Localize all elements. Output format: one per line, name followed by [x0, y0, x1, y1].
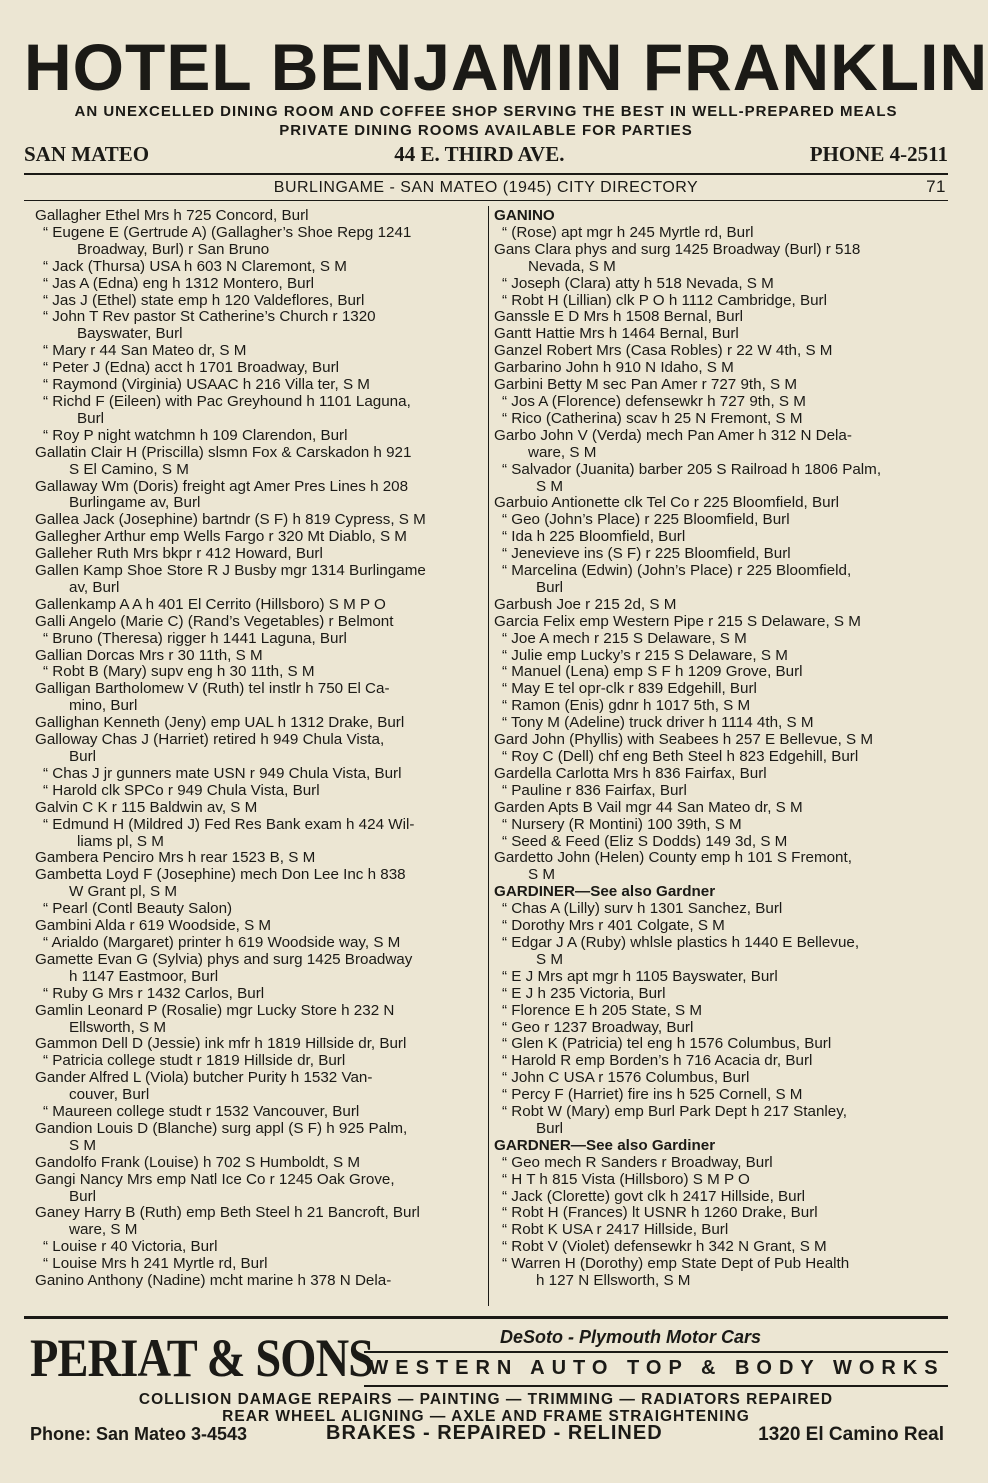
- directory-entry: [35, 648, 487, 665]
- directory-entry: [494, 495, 948, 512]
- entry-text: Gamette Evan G (Sylvia) phys and surg 1425 Broadway: [35, 950, 413, 968]
- entry-text: “ Dorothy Mrs r 401 Colgate, S M: [502, 917, 725, 935]
- hotel-address: 44 E. THIRD AVE.: [394, 142, 565, 166]
- directory-entry: [494, 1155, 948, 1172]
- directory-entry: [35, 952, 487, 986]
- directory-entry: [494, 360, 948, 377]
- entry-text: Ganssle E D Mrs h 1508 Bernal, Burl: [494, 308, 744, 326]
- entry-text: Gallatin Clair H (Priscilla) slsmn Fox & Carskadon h 921: [35, 443, 412, 461]
- directory-entry: [494, 1087, 948, 1104]
- entry-continuation: av, Burl: [69, 578, 120, 596]
- entry-text: Gallen Kamp Shoe Store R J Busby mgr 1314 Burlingame: [35, 562, 426, 580]
- entry-continuation: Nevada, S M: [528, 257, 616, 275]
- directory-entry: [35, 631, 487, 648]
- entry-text: “ Chas J jr gunners mate USN r 949 Chula Vista, Burl: [43, 764, 402, 782]
- entry-continuation: h 1147 Eastmoor, Burl: [69, 967, 219, 985]
- entry-text: “ Pauline r 836 Fairfax, Burl: [502, 781, 687, 799]
- entry-text: “ Florence E h 205 State, S M: [502, 1001, 703, 1019]
- entry-continuation: couver, Burl: [69, 1086, 150, 1104]
- directory-entry: [35, 681, 487, 715]
- header-rule: [24, 173, 948, 175]
- entry-text: Gallegher Arthur emp Wells Fargo r 320 Mt Diablo, S M: [35, 528, 407, 546]
- directory-column-left: [35, 208, 487, 1290]
- entry-text: “ Ramon (Enis) gdnr h 1017 5th, S M: [502, 697, 751, 715]
- directory-entry: [35, 377, 487, 394]
- entry-text: “ Tony M (Adeline) truck driver h 1114 4th, S M: [502, 714, 814, 732]
- entry-text: “ Robt B (Mary) supv eng h 30 11th, S M: [43, 663, 315, 681]
- directory-entry: [35, 259, 487, 276]
- entry-text: Galleher Ruth Mrs bkpr r 412 Howard, Burl: [35, 545, 323, 563]
- entry-continuation: S M: [69, 1136, 97, 1154]
- directory-entry: [35, 732, 487, 766]
- entry-text: Garden Apts B Vail mgr 44 San Mateo dr, S M: [494, 798, 803, 816]
- entry-text: Ganzel Robert Mrs (Casa Robles) r 22 W 4th, S M: [494, 342, 833, 360]
- directory-entry: [494, 1070, 948, 1087]
- entry-text: Ganino Anthony (Nadine) mcht marine h 378 N Dela-: [35, 1272, 392, 1290]
- directory-entry: [35, 867, 487, 901]
- directory-entry: [494, 648, 948, 665]
- entry-text: Garbush Joe r 215 2d, S M: [494, 595, 677, 613]
- directory-entry: [35, 850, 487, 867]
- entry-text: Gardella Carlotta Mrs h 836 Fairfax, Burl: [494, 764, 767, 782]
- entry-continuation: Burl: [69, 1187, 97, 1205]
- entry-text: “ Manuel (Lena) emp S F h 1209 Grove, Burl: [502, 663, 803, 681]
- entry-text: “ Jack (Thursa) USA h 603 N Claremont, S M: [43, 257, 347, 275]
- directory-entry: [494, 563, 948, 597]
- directory-entry: [494, 1189, 948, 1206]
- entry-continuation: Burl: [536, 1119, 564, 1137]
- directory-entry: [494, 834, 948, 851]
- directory-entry: [494, 850, 948, 884]
- column-divider: [488, 206, 489, 1306]
- hotel-private-rooms: PRIVATE DINING ROOMS AVAILABLE FOR PARTIES: [279, 122, 693, 139]
- directory-entry: [35, 360, 487, 377]
- directory-entry: [494, 462, 948, 496]
- section-heading: [494, 208, 948, 225]
- entry-text: “ Robt W (Mary) emp Burl Park Dept h 217 Stanley,: [502, 1103, 847, 1121]
- directory-entry: [35, 546, 487, 563]
- entry-text: “ Julie emp Lucky’s r 215 S Delaware, S M: [502, 646, 788, 664]
- entry-text: “ May E tel opr-clk r 839 Edgehill, Burl: [502, 680, 757, 698]
- directory-entry: [494, 614, 948, 631]
- entry-text: “ Roy C (Dell) chf eng Beth Steel h 823 Edgehill, Burl: [502, 748, 859, 765]
- directory-entry: [35, 783, 487, 800]
- directory-entry: [494, 817, 948, 834]
- hotel-tagline: AN UNEXCELLED DINING ROOM AND COFFEE SHOP SERVING THE BEST IN WELL-PREPARED MEALS: [74, 103, 898, 120]
- entry-continuation: S M: [536, 477, 564, 495]
- entry-text: Gandolfo Frank (Louise) h 702 S Humboldt, S M: [35, 1153, 361, 1171]
- entry-text: “ Edmund H (Mildred J) Fed Res Bank exam h 424 Wil-: [43, 815, 415, 833]
- entry-text: Gambini Alda r 619 Woodside, S M: [35, 917, 272, 935]
- entry-text: “ Jenevieve ins (S F) r 225 Bloomfield, Burl: [502, 545, 791, 563]
- directory-entry: [494, 309, 948, 326]
- entry-text: “ Harold clk SPCo r 949 Chula Vista, Burl: [43, 781, 320, 799]
- directory-entry: [494, 783, 948, 800]
- directory-entry: [35, 293, 487, 310]
- directory-entry: [494, 631, 948, 648]
- business-phone: Phone: San Mateo 3-4543: [30, 1424, 248, 1444]
- entry-text: Gantt Hattie Mrs h 1464 Bernal, Burl: [494, 325, 739, 343]
- section-heading: [494, 1138, 948, 1155]
- entry-text: “ Mary r 44 San Mateo dr, S M: [43, 342, 247, 360]
- entry-text: “ E J Mrs apt mgr h 1105 Bayswater, Burl: [502, 967, 778, 985]
- entry-text: “ Nursery (R Montini) 100 39th, S M: [502, 815, 742, 833]
- entry-continuation: Bayswater, Burl: [77, 325, 183, 343]
- directory-entry: [35, 664, 487, 681]
- directory-entry: [494, 242, 948, 276]
- entry-text: “ Glen K (Patricia) tel eng h 1576 Columbus, Burl: [502, 1035, 832, 1053]
- directory-entry: [494, 800, 948, 817]
- entry-text: Gambera Penciro Mrs h rear 1523 B, S M: [35, 849, 316, 867]
- entry-continuation: Burl: [69, 748, 97, 765]
- entry-text: “ Edgar J A (Ruby) whlsle plastics h 1440 E Bellevue,: [502, 933, 860, 951]
- directory-entry: [35, 1104, 487, 1121]
- entry-text: Gallenkamp A A h 401 El Cerrito (Hillsboro) S M P O: [35, 595, 386, 613]
- directory-entry: [494, 1020, 948, 1037]
- directory-entry: [35, 1205, 487, 1239]
- entry-text: “ Robt V (Violet) defensewkr h 342 N Grant, S M: [502, 1238, 827, 1256]
- entry-text: Gallian Dorcas Mrs r 30 11th, S M: [35, 646, 263, 664]
- entry-continuation: Ellsworth, S M: [69, 1018, 167, 1036]
- directory-column-right: [494, 208, 948, 1290]
- entry-text: Gammon Dell D (Jessie) ink mfr h 1819 Hillside dr, Burl: [35, 1035, 407, 1053]
- directory-entry: [35, 918, 487, 935]
- entry-text: “ Bruno (Theresa) rigger h 1441 Laguna, Burl: [43, 629, 347, 647]
- entry-text: “ Robt H (Lillian) clk P O h 1112 Cambridge, Burl: [502, 291, 827, 309]
- entry-text: Gallagher Ethel Mrs h 725 Concord, Burl: [35, 207, 309, 224]
- entry-text: Garbo John V (Verda) mech Pan Amer h 312 N Dela-: [494, 426, 852, 444]
- directory-entry: [494, 1239, 948, 1256]
- running-head-rule: [24, 200, 948, 201]
- directory-entry: [494, 732, 948, 749]
- directory-entry: [494, 698, 948, 715]
- directory-entry: [494, 1036, 948, 1053]
- entry-text: Gander Alfred L (Viola) butcher Purity h 1532 Van-: [35, 1069, 373, 1087]
- directory-entry: [494, 1256, 948, 1290]
- directory-entry: [494, 225, 948, 242]
- entry-text: “ Jas J (Ethel) state emp h 120 Valdeflores, Burl: [43, 291, 365, 309]
- entry-continuation: S El Camino, S M: [69, 460, 189, 478]
- directory-entry: [35, 309, 487, 343]
- directory-entry: [494, 546, 948, 563]
- dealer-cars: DeSoto - Plymouth Motor Cars: [500, 1327, 762, 1347]
- directory-entry: [35, 512, 487, 529]
- directory-entry: [35, 445, 487, 479]
- entry-text: “ Jack (Clorette) govt clk h 2417 Hillside, Burl: [502, 1187, 806, 1205]
- entry-text: “ Harold R emp Borden’s h 716 Acacia dr, Burl: [502, 1052, 813, 1070]
- directory-entry: [35, 614, 487, 631]
- entry-text: “ Geo (John’s Place) r 225 Bloomfield, Burl: [502, 511, 790, 529]
- directory-entry: [494, 1172, 948, 1189]
- directory-entry: [494, 766, 948, 783]
- directory-entry: [35, 986, 487, 1003]
- entry-text: Gardetto John (Helen) County emp h 101 S Fremont,: [494, 849, 852, 867]
- business-name: PERIAT & SONS: [30, 1328, 374, 1388]
- entry-text: GARDINER—See also Gardner: [494, 883, 716, 901]
- entry-text: “ E J h 235 Victoria, Burl: [502, 984, 666, 1002]
- directory-entry: [35, 901, 487, 918]
- entry-text: Gans Clara phys and surg 1425 Broadway (Burl) r 518: [494, 240, 861, 258]
- entry-text: Ganey Harry B (Ruth) emp Beth Steel h 21 Bancroft, Burl: [35, 1204, 420, 1222]
- directory-entry: [494, 343, 948, 360]
- ad-rule-upper: [364, 1351, 948, 1353]
- entry-text: “ Robt K USA r 2417 Hillside, Burl: [502, 1221, 729, 1239]
- directory-entry: [35, 1003, 487, 1037]
- directory-entry: [35, 597, 487, 614]
- directory-entry: [494, 749, 948, 766]
- directory-entry: [494, 969, 948, 986]
- directory-entry: [494, 918, 948, 935]
- entry-text: “ Patricia college studt r 1819 Hillside dr, Burl: [43, 1052, 346, 1070]
- directory-entry: [494, 411, 948, 428]
- entry-text: “ Percy F (Harriet) fire ins h 525 Cornell, S M: [502, 1086, 803, 1104]
- entry-text: “ Warren H (Dorothy) emp State Dept of Pub Health: [502, 1255, 850, 1273]
- entry-text: “ Geo r 1237 Broadway, Burl: [502, 1018, 694, 1036]
- entry-continuation: S M: [536, 950, 564, 968]
- entry-text: “ Joe A mech r 215 S Delaware, S M: [502, 629, 747, 647]
- entry-text: Garcia Felix emp Western Pipe r 215 S Delaware, S M: [494, 612, 861, 630]
- section-heading: [494, 884, 948, 901]
- entry-text: Gamlin Leonard P (Rosalie) mgr Lucky Store h 232 N: [35, 1001, 395, 1019]
- entry-text: “ Jas A (Edna) eng h 1312 Montero, Burl: [43, 274, 315, 292]
- directory-entry: [494, 1205, 948, 1222]
- directory-entry: [35, 935, 487, 952]
- entry-continuation: S M: [528, 866, 556, 884]
- entry-text: Galloway Chas J (Harriet) retired h 949 Chula Vista,: [35, 731, 385, 749]
- entry-text: “ H T h 815 Vista (Hillsboro) S M P O: [502, 1170, 750, 1188]
- ad-rule-lower: [364, 1385, 948, 1387]
- entry-text: Garbini Betty M sec Pan Amer r 727 9th, S M: [494, 376, 798, 394]
- entry-text: Gallighan Kenneth (Jeny) emp UAL h 1312 Drake, Burl: [35, 714, 405, 732]
- directory-entry: [35, 276, 487, 293]
- entry-text: “ (Rose) apt mgr h 245 Myrtle rd, Burl: [502, 223, 754, 241]
- directory-entry: [35, 1273, 487, 1290]
- entry-text: “ Louise r 40 Victoria, Burl: [43, 1238, 218, 1256]
- entry-text: “ Robt H (Frances) lt USNR h 1260 Drake, Burl: [502, 1204, 818, 1222]
- directory-entry: [35, 817, 487, 851]
- entry-text: “ Ida h 225 Bloomfield, Burl: [502, 528, 686, 546]
- entry-text: “ Chas A (Lilly) surv h 1301 Sanchez, Burl: [502, 900, 783, 918]
- directory-entry: [494, 1003, 948, 1020]
- directory-entry: [35, 766, 487, 783]
- entry-text: Galligan Bartholomew V (Ruth) tel instlr h 750 El Ca-: [35, 680, 390, 698]
- entry-text: “ Peter J (Edna) acct h 1701 Broadway, Burl: [43, 359, 340, 377]
- entry-text: GARDNER—See also Gardiner: [494, 1136, 716, 1154]
- directory-entry: [35, 343, 487, 360]
- business-address: 1320 El Camino Real: [758, 1424, 944, 1445]
- directory-entry: [35, 1256, 487, 1273]
- directory-title: BURLINGAME - SAN MATEO (1945) CITY DIRECTORY: [273, 179, 699, 196]
- directory-entry: [494, 681, 948, 698]
- entry-continuation: Broadway, Burl) r San Bruno: [77, 240, 270, 258]
- directory-entry: [494, 986, 948, 1003]
- directory-entry: [35, 208, 487, 225]
- entry-text: Gallea Jack (Josephine) bartndr (S F) h 819 Cypress, S M: [35, 511, 426, 529]
- directory-entry: [494, 326, 948, 343]
- entry-text: “ Maureen college studt r 1532 Vancouver, Burl: [43, 1103, 360, 1121]
- services-line-1: COLLISION DAMAGE REPAIRS — PAINTING — TRIMMING — RADIATORS REPAIRED: [138, 1391, 834, 1408]
- entry-text: “ Marcelina (Edwin) (John’s Place) r 225 Bloomfield,: [502, 562, 852, 580]
- directory-entry: [35, 1121, 487, 1155]
- entry-continuation: ware, S M: [528, 443, 597, 461]
- entry-text: Garbuio Antionette clk Tel Co r 225 Bloomfield, Burl: [494, 494, 839, 512]
- entry-text: “ John T Rev pastor St Catherine’s Church r 1320: [43, 308, 376, 326]
- services-line-2: REAR WHEEL ALIGNING — AXLE AND FRAME STRAIGHTENING: [222, 1408, 750, 1425]
- directory-entry: [494, 901, 948, 918]
- entry-continuation: liams pl, S M: [77, 832, 164, 850]
- entry-text: GANINO: [494, 207, 555, 224]
- entry-continuation: h 127 N Ellsworth, S M: [536, 1272, 691, 1290]
- entry-text: Gallaway Wm (Doris) freight agt Amer Pres Lines h 208: [35, 477, 409, 495]
- directory-entry: [35, 715, 487, 732]
- page-number: 71: [926, 177, 946, 196]
- directory-entry: [494, 529, 948, 546]
- entry-text: “ Ruby G Mrs r 1432 Carlos, Burl: [43, 984, 265, 1002]
- directory-entry: [494, 597, 948, 614]
- entry-text: Gangi Nancy Mrs emp Natl Ice Co r 1245 Oak Grove,: [35, 1170, 395, 1188]
- directory-entry: [35, 800, 487, 817]
- directory-entry: [35, 1070, 487, 1104]
- directory-entry: [494, 293, 948, 310]
- directory-entry: [494, 276, 948, 293]
- directory-entry: [494, 664, 948, 681]
- entry-continuation: Burl: [536, 578, 564, 596]
- entry-text: Gandion Louis D (Blanche) surg appl (S F) h 925 Palm,: [35, 1119, 408, 1137]
- entry-text: “ Louise Mrs h 241 Myrtle rd, Burl: [43, 1255, 268, 1273]
- directory-entry: [35, 394, 487, 428]
- entry-continuation: W Grant pl, S M: [69, 883, 178, 901]
- entry-text: Galli Angelo (Marie C) (Rand’s Vegetables) r Belmont: [35, 612, 394, 630]
- entry-text: “ Seed & Feed (Eliz S Dodds) 149 3d, S M: [502, 832, 788, 850]
- entry-text: “ Eugene E (Gertrude A) (Gallagher’s Shoe Repg 1241: [43, 223, 412, 241]
- directory-entry: [494, 1104, 948, 1138]
- entry-text: “ Rico (Catherina) scav h 25 N Fremont, S M: [502, 409, 803, 427]
- directory-entry: [35, 1155, 487, 1172]
- directory-entry: [35, 428, 487, 445]
- entry-continuation: mino, Burl: [69, 697, 138, 715]
- directory-entry: [35, 1036, 487, 1053]
- entry-text: “ Jos A (Florence) defensewkr h 727 9th, S M: [502, 392, 806, 410]
- directory-entry: [494, 512, 948, 529]
- entry-text: “ Raymond (Virginia) USAAC h 216 Villa ter, S M: [43, 376, 370, 394]
- entry-text: Gard John (Phyllis) with Seabees h 257 E Bellevue, S M: [494, 731, 874, 749]
- running-head: [24, 177, 948, 199]
- directory-entry: [35, 479, 487, 513]
- hotel-city: SAN MATEO: [24, 142, 150, 166]
- directory-entry: [35, 563, 487, 597]
- entry-text: “ John C USA r 1576 Columbus, Burl: [502, 1069, 750, 1087]
- directory-entry: [494, 394, 948, 411]
- hotel-phone: PHONE 4-2511: [809, 142, 948, 166]
- directory-entry: [494, 935, 948, 969]
- entry-continuation: ware, S M: [69, 1221, 138, 1239]
- entry-text: Gambetta Loyd F (Josephine) mech Don Lee Inc h 838: [35, 866, 406, 884]
- directory-entry: [494, 715, 948, 732]
- directory-entry: [35, 225, 487, 259]
- brakes-service: BRAKES - REPAIRED - RELINED: [326, 1422, 663, 1444]
- hotel-name: HOTEL BENJAMIN FRANKLIN: [24, 30, 988, 104]
- entry-text: “ Roy P night watchmn h 109 Clarendon, Burl: [43, 426, 348, 444]
- entry-text: “ Salvador (Juanita) barber 205 S Railroad h 1806 Palm,: [502, 460, 882, 478]
- directory-entry: [35, 1053, 487, 1070]
- entry-text: “ Pearl (Contl Beauty Salon): [43, 900, 233, 918]
- body-works: WESTERN AUTO TOP & BODY WORKS: [369, 1357, 945, 1379]
- directory-entry: [494, 1222, 948, 1239]
- directory-entry: [494, 377, 948, 394]
- entry-text: “ Richd F (Eileen) with Pac Greyhound h 1101 Laguna,: [43, 392, 411, 410]
- entry-continuation: Burl: [77, 409, 105, 427]
- entry-continuation: Burlingame av, Burl: [69, 494, 201, 512]
- entry-text: “ Arialdo (Margaret) printer h 619 Woodside way, S M: [43, 933, 401, 951]
- directory-entry: [35, 1239, 487, 1256]
- entry-text: Galvin C K r 115 Baldwin av, S M: [35, 798, 258, 816]
- hotel-advertisement: [24, 30, 988, 172]
- periat-advertisement: [24, 1316, 948, 1451]
- directory-entry: [35, 529, 487, 546]
- directory-entry: [494, 1053, 948, 1070]
- hotel-contact-row: [24, 142, 948, 167]
- entry-text: “ Joseph (Clara) atty h 518 Nevada, S M: [502, 274, 774, 292]
- entry-text: “ Geo mech R Sanders r Broadway, Burl: [502, 1153, 773, 1171]
- directory-entry: [35, 1172, 487, 1206]
- directory-entry: [494, 428, 948, 462]
- entry-text: Garbarino John h 910 N Idaho, S M: [494, 359, 734, 377]
